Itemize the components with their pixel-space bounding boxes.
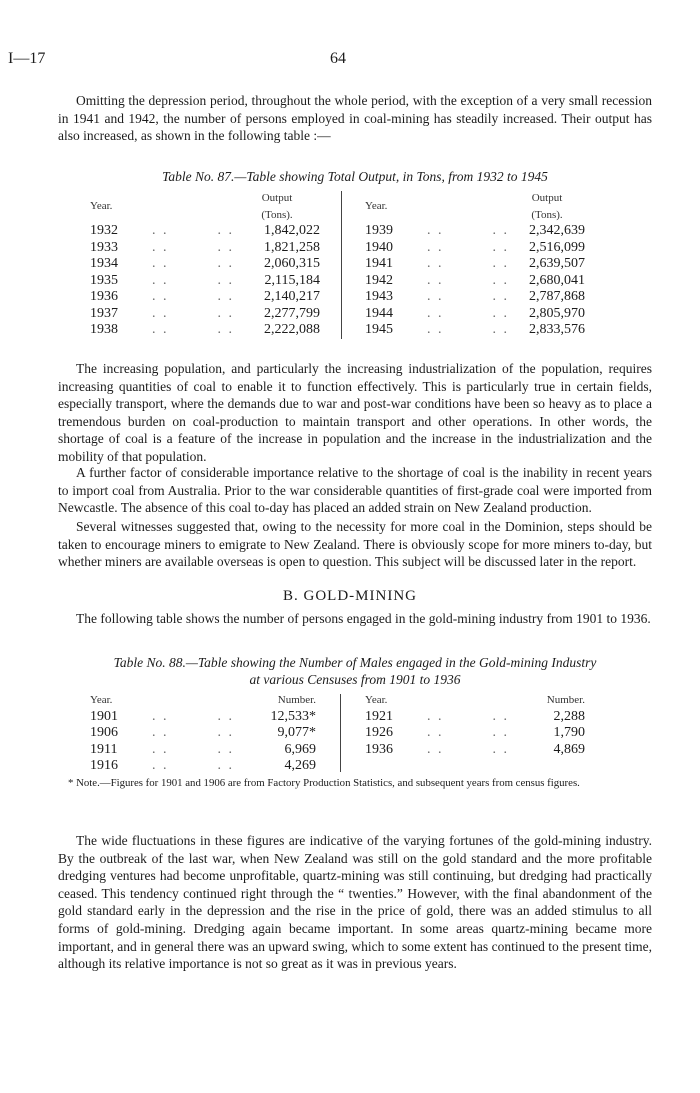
table-row xyxy=(90,322,320,339)
leader-dots-left: . . xyxy=(152,256,169,271)
table87-cell-year: 1937 xyxy=(90,305,118,321)
leader-dots-left: . . xyxy=(152,272,169,288)
table-row xyxy=(365,322,585,339)
leader-dots-right: . . xyxy=(217,708,234,724)
table87-cell-year: 1945 xyxy=(365,322,393,337)
table-row xyxy=(365,306,585,323)
table-row xyxy=(90,289,320,306)
table87-cell-leader-dots xyxy=(146,240,234,257)
table-row xyxy=(90,306,320,323)
leader-dots-right: . . xyxy=(217,239,234,255)
table87-cell-year: 1935 xyxy=(90,272,118,288)
paragraph-imports-text: A further factor of considerable importance relative to the shortage of coal is the inability in recent years to import coal from Australia. Prior to the war considerable quantities of first-grade coal were imported from Newcastle. The absence of this coal to-day has placed an added strain on New Zealand production. xyxy=(58,465,652,516)
leader-dots-right: . . xyxy=(492,708,509,724)
table87-cell-value: 2,277,799 xyxy=(264,305,320,321)
table88-cell-leader-dots xyxy=(146,742,234,759)
table87-cell-value: 2,516,099 xyxy=(529,239,585,255)
table88-caption-line1: Table No. 88.—Table showing the Number of Males engaged in the Gold-mining Industry xyxy=(113,655,597,670)
table87-cell-value: 2,222,088 xyxy=(264,322,320,337)
table87-cell-value: 1,821,258 xyxy=(264,239,320,255)
table87-cell-leader-dots xyxy=(146,273,234,290)
table-row xyxy=(365,725,585,742)
table87-cell-leader-dots xyxy=(421,256,509,273)
table87-cell-value: 2,805,970 xyxy=(529,305,585,321)
leader-dots-right: . . xyxy=(217,741,234,757)
table87-cell-value: 1,842,022 xyxy=(264,223,320,238)
table87-cell-year: 1941 xyxy=(365,256,393,271)
table87-cell-year: 1942 xyxy=(365,272,393,288)
table88-header-year-left: Year. xyxy=(90,694,113,706)
leader-dots-right: . . xyxy=(217,223,234,238)
paragraph-miners-text: Several witnesses suggested that, owing to the necessity for more coal in the Dominion, steps should be taken to encourage miners to emigrate to New Zealand. There is obviously scope for more miners to-day, but whether miners are available overseas is open to question. This subject will be discussed later in the report. xyxy=(58,519,652,570)
table-row xyxy=(365,256,585,273)
paragraph-gold-intro xyxy=(58,610,652,628)
table-row xyxy=(365,742,585,759)
leader-dots-right: . . xyxy=(492,289,509,304)
leader-dots-right: . . xyxy=(217,322,234,337)
table87-cell-value: 2,787,868 xyxy=(529,289,585,304)
table-row xyxy=(90,725,316,742)
leader-dots-right: . . xyxy=(492,239,509,255)
paragraph-fluctuations xyxy=(58,832,652,973)
leader-dots-left: . . xyxy=(152,758,169,773)
table87-cell-leader-dots xyxy=(421,322,509,339)
table88-right xyxy=(365,692,585,758)
leader-dots-left: . . xyxy=(427,239,444,255)
table87-caption: Table No. 87.—Table showing Total Output, in Tons, from 1932 to 1945 xyxy=(162,169,548,184)
table-row xyxy=(90,709,316,726)
table87-cell-value: 2,680,041 xyxy=(529,272,585,288)
table87-cell-leader-dots xyxy=(421,223,509,240)
table87-header-output-right-line2: (Tons). xyxy=(531,208,563,221)
leader-dots-right: . . xyxy=(492,322,509,337)
table87-cell-leader-dots xyxy=(146,223,234,240)
table87-cell-value: 2,115,184 xyxy=(264,272,320,288)
table-row xyxy=(365,240,585,257)
leader-dots-right: . . xyxy=(217,272,234,288)
table88-cell-year: 1936 xyxy=(365,741,393,757)
table-row xyxy=(90,240,320,257)
paragraph-population-text: The increasing population, and particularly the increasing industrialization of the population, requires increasing quantities of coal to enable it to function effectively. This is particularly true in certain fields, especially transport, where the demands due to war and post-war conditions have been so heavy as to place a tremendous burden on coal-production to maintain transport and other operations. In other words, the shortage of coal is a feature of the increase in population and the increase in the industrialization and the mobility of that population. xyxy=(58,361,652,464)
table-row xyxy=(90,256,320,273)
table87-cell-year: 1933 xyxy=(90,239,118,255)
leader-dots-left: . . xyxy=(152,708,169,724)
header-left-reference: I—17 xyxy=(8,50,46,67)
paragraph-intro xyxy=(58,92,652,145)
table88-cell-value: 4,269 xyxy=(284,758,316,773)
table88-cell-leader-dots xyxy=(146,709,234,726)
table88-cell-value: 6,969 xyxy=(284,741,316,757)
paragraph-imports xyxy=(58,464,652,517)
table87-header-output-left-line1: Output xyxy=(261,192,293,204)
table88-left xyxy=(90,692,316,775)
leader-dots-right: . . xyxy=(217,758,234,773)
leader-dots-left: . . xyxy=(152,305,169,321)
table88-cell-year: 1921 xyxy=(365,708,393,724)
section-heading-gold-mining: B. GOLD-MINING xyxy=(283,588,417,604)
table-row xyxy=(365,289,585,306)
page-number: 64 xyxy=(330,50,346,67)
table88-left-table xyxy=(90,692,316,775)
table88-cell-leader-dots xyxy=(146,758,234,775)
table87-header-year-right: Year. xyxy=(365,200,388,213)
table87-cell-leader-dots xyxy=(421,273,509,290)
table88-footnote: * Note.—Figures for 1901 and 1906 are from Factory Production Statistics, and subsequent years from census figures. xyxy=(68,777,580,789)
table87-cell-year: 1943 xyxy=(365,289,393,304)
leader-dots-right: . . xyxy=(217,305,234,321)
table87-header-output-right xyxy=(509,190,585,223)
paragraph-gold-intro-text: The following table shows the number of persons engaged in the gold-mining industry from 1901 to 1936. xyxy=(76,611,651,626)
table88-cell-leader-dots xyxy=(146,725,234,742)
table88-cell-leader-dots xyxy=(421,725,509,742)
leader-dots-right: . . xyxy=(492,256,509,271)
table87-right-table xyxy=(365,190,585,339)
leader-dots-left: . . xyxy=(427,708,444,724)
leader-dots-right: . . xyxy=(217,725,234,740)
table87-header-output-left-line2: (Tons). xyxy=(261,208,293,221)
table-row xyxy=(90,273,320,290)
table88-cell-year: 1911 xyxy=(90,741,118,757)
paragraph-fluctuations-text: The wide fluctuations in these figures are indicative of the varying fortunes of the gold-mining industry. By the outbreak of the last war, when New Zealand was still on the gold standard and the more profitable dredging ventures had become unprofitable, quartz-mining was still continuing, but dredging had practically ceased. This tendency continued right through the “ twenties.” However, with the final abandonment of the gold standard early in the depression and the rise in the price of gold, there was an added stimulus to all forms of gold-mining. Dredging again became important. In some areas quartz-mining became more important, and in general there was an upward swing, which to some extent has continued to the present time, although its relative importance is not so great as it was in previous years. xyxy=(58,833,652,972)
leader-dots-left: . . xyxy=(427,256,444,271)
leader-dots-left: . . xyxy=(427,305,444,321)
table87-cell-leader-dots xyxy=(146,322,234,339)
table87-cell-leader-dots xyxy=(146,289,234,306)
table87-header-output-right-line1: Output xyxy=(531,192,563,204)
table87-cell-value: 2,639,507 xyxy=(529,256,585,271)
leader-dots-left: . . xyxy=(152,741,169,757)
leader-dots-left: . . xyxy=(427,223,444,238)
table88-caption-line2: at various Censuses from 1901 to 1936 xyxy=(249,672,461,687)
leader-dots-left: . . xyxy=(152,725,169,740)
table88-cell-value: 1,790 xyxy=(553,725,585,740)
table87-right xyxy=(365,190,585,339)
table87-header-year-left: Year. xyxy=(90,200,113,213)
table87-cell-year: 1934 xyxy=(90,256,118,271)
table88-cell-value: 9,077* xyxy=(277,725,316,740)
table-row xyxy=(365,223,585,240)
table87-left xyxy=(90,190,320,339)
table88-header-number-left: Number. xyxy=(277,694,316,706)
leader-dots-left: . . xyxy=(152,322,169,337)
table87-divider xyxy=(341,191,342,339)
leader-dots-right: . . xyxy=(217,289,234,304)
table-row xyxy=(365,273,585,290)
table87-cell-value: 2,060,315 xyxy=(264,256,320,271)
table87-cell-year: 1940 xyxy=(365,239,393,255)
leader-dots-left: . . xyxy=(427,725,444,740)
leader-dots-left: . . xyxy=(427,322,444,337)
table87-cell-leader-dots xyxy=(421,289,509,306)
leader-dots-right: . . xyxy=(492,272,509,288)
table87-cell-value: 2,833,576 xyxy=(529,322,585,337)
table-row xyxy=(90,742,316,759)
table88-cell-value: 2,288 xyxy=(553,708,585,724)
table87-cell-leader-dots xyxy=(421,240,509,257)
leader-dots-left: . . xyxy=(152,223,169,238)
table88-cell-year: 1906 xyxy=(90,725,118,740)
table88-header-year-right: Year. xyxy=(365,694,388,706)
table87-cell-value: 2,342,639 xyxy=(529,223,585,238)
table88-cell-value: 12,533* xyxy=(270,708,316,724)
leader-dots-left: . . xyxy=(152,239,169,255)
table88-divider xyxy=(340,694,341,772)
leader-dots-left: . . xyxy=(152,289,169,304)
paragraph-population xyxy=(58,360,652,466)
table87-cell-year: 1944 xyxy=(365,305,393,321)
table88-cell-value: 4,869 xyxy=(553,741,585,757)
table-row xyxy=(90,223,320,240)
table87-cell-leader-dots xyxy=(146,256,234,273)
table88-right-table xyxy=(365,692,585,758)
leader-dots-left: . . xyxy=(427,741,444,757)
table87-cell-leader-dots xyxy=(146,306,234,323)
table87-header-output-left xyxy=(234,190,320,223)
table87-cell-year: 1939 xyxy=(365,223,393,238)
table87-left-table xyxy=(90,190,320,339)
table87-cell-year: 1936 xyxy=(90,289,118,304)
table88-cell-leader-dots xyxy=(421,709,509,726)
leader-dots-right: . . xyxy=(217,256,234,271)
leader-dots-right: . . xyxy=(492,741,509,757)
table88-cell-year: 1916 xyxy=(90,758,118,773)
table-row xyxy=(90,758,316,775)
table87-cell-year: 1938 xyxy=(90,322,118,337)
paragraph-miners xyxy=(58,518,652,571)
table87-cell-value: 2,140,217 xyxy=(264,289,320,304)
table88-cell-year: 1926 xyxy=(365,725,393,740)
table-row xyxy=(365,709,585,726)
table88-cell-year: 1901 xyxy=(90,708,118,724)
table87-cell-leader-dots xyxy=(421,306,509,323)
leader-dots-left: . . xyxy=(427,272,444,288)
leader-dots-right: . . xyxy=(492,725,509,740)
leader-dots-right: . . xyxy=(492,305,509,321)
leader-dots-right: . . xyxy=(492,223,509,238)
paragraph-intro-text: Omitting the depression period, throughout the whole period, with the exception of a very small recession in 1941 and 1942, the number of persons employed in coal-mining has steadily increased. Their output has also increased, as shown in the following table :— xyxy=(58,93,652,144)
table87-cell-year: 1932 xyxy=(90,223,118,238)
table88-cell-leader-dots xyxy=(421,742,509,759)
leader-dots-left: . . xyxy=(427,289,444,304)
table88-header-number-right: Number. xyxy=(546,694,585,706)
